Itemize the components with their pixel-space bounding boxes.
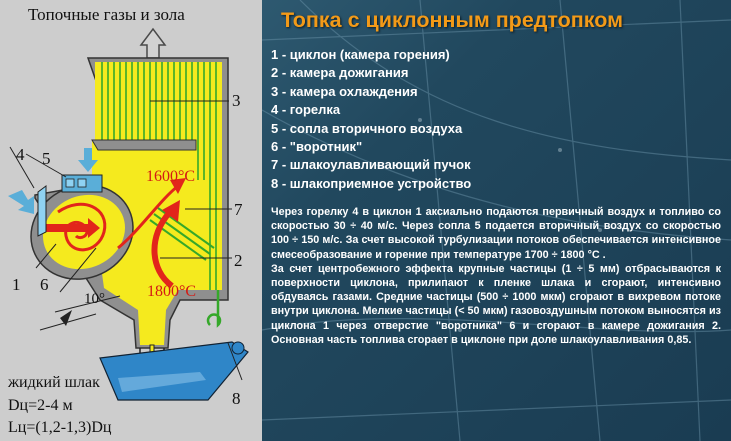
exhaust-label: Топочные газы и зола [28, 5, 185, 24]
label-1: 1 [12, 275, 21, 294]
temp-upper: 1600°С [146, 168, 196, 185]
legend-list [271, 46, 711, 193]
description-paragraph: За счет центробежного эффекта крупные частицы (1 ÷ 5 мм) отбрасываются к поверхности циклона, прилипают к пленке шлака и сгорают, интенсивно обдуваясь газами. Средние частицы (500 ÷ 1000 мкм) сгорают в вихревом потоке внутри циклона. Мелкие частицы (< 50 мкм) газовоздушным потоком выносятся из циклона 1 через отверстие "воротника" 6 и сгорают в камере дожигания 2. Основная часть топлива сгорает в циклоне при доле шлакоулавливания 0,85. [271, 262, 721, 346]
legend-item: 6 - "воротник" [271, 139, 363, 155]
legend-item: 5 - сопла вторичного воздуха [271, 120, 463, 136]
label-6: 6 [40, 275, 49, 294]
slide-title: Топка с циклонным предтопком [281, 8, 624, 32]
description-text [271, 205, 721, 347]
formula-diameter: Dц=2-4 м [8, 397, 73, 414]
label-7: 7 [234, 200, 243, 219]
furnace-diagram [0, 0, 262, 441]
legend-item: 4 - горелка [271, 102, 341, 118]
label-4: 4 [16, 145, 25, 164]
angle-label: 10° [84, 291, 105, 307]
legend-item: 3 - камера охлаждения [271, 83, 418, 99]
label-3: 3 [232, 91, 241, 110]
conveyor-roller [232, 342, 244, 354]
legend-item: 1 - циклон (камера горения) [271, 47, 450, 62]
formula-length: Lц=(1,2-1,3)Dц [8, 419, 112, 436]
exhaust-arrow [141, 29, 165, 58]
description-paragraph: Через горелку 4 в циклон 1 аксиально подаются первичный воздух и топливо со скоростью 30 ÷ 40 м/с. Через сопла 5 подается вторичный воздух со скоростью 100 ÷ 150 м/с. За счет высокой турбулизации потоков обеспечивается интенсивное смесеобразование и горение при температуре 1700 ÷ 1800 °С . [271, 206, 721, 261]
label-2: 2 [234, 251, 243, 270]
legend-item: 2 - камера дожигания [271, 65, 409, 81]
legend-item: 7 - шлакоулавливающий пучок [271, 157, 471, 173]
burner-air-arrow [8, 190, 34, 214]
slag-label: жидкий шлак [8, 374, 100, 391]
separation-wall [92, 140, 196, 150]
legend-item: 8 - шлакоприемное устройство [271, 175, 472, 191]
burner [38, 186, 46, 236]
label-8: 8 [232, 389, 241, 408]
temp-lower: 1800°С [147, 283, 197, 300]
label-5: 5 [42, 149, 51, 168]
